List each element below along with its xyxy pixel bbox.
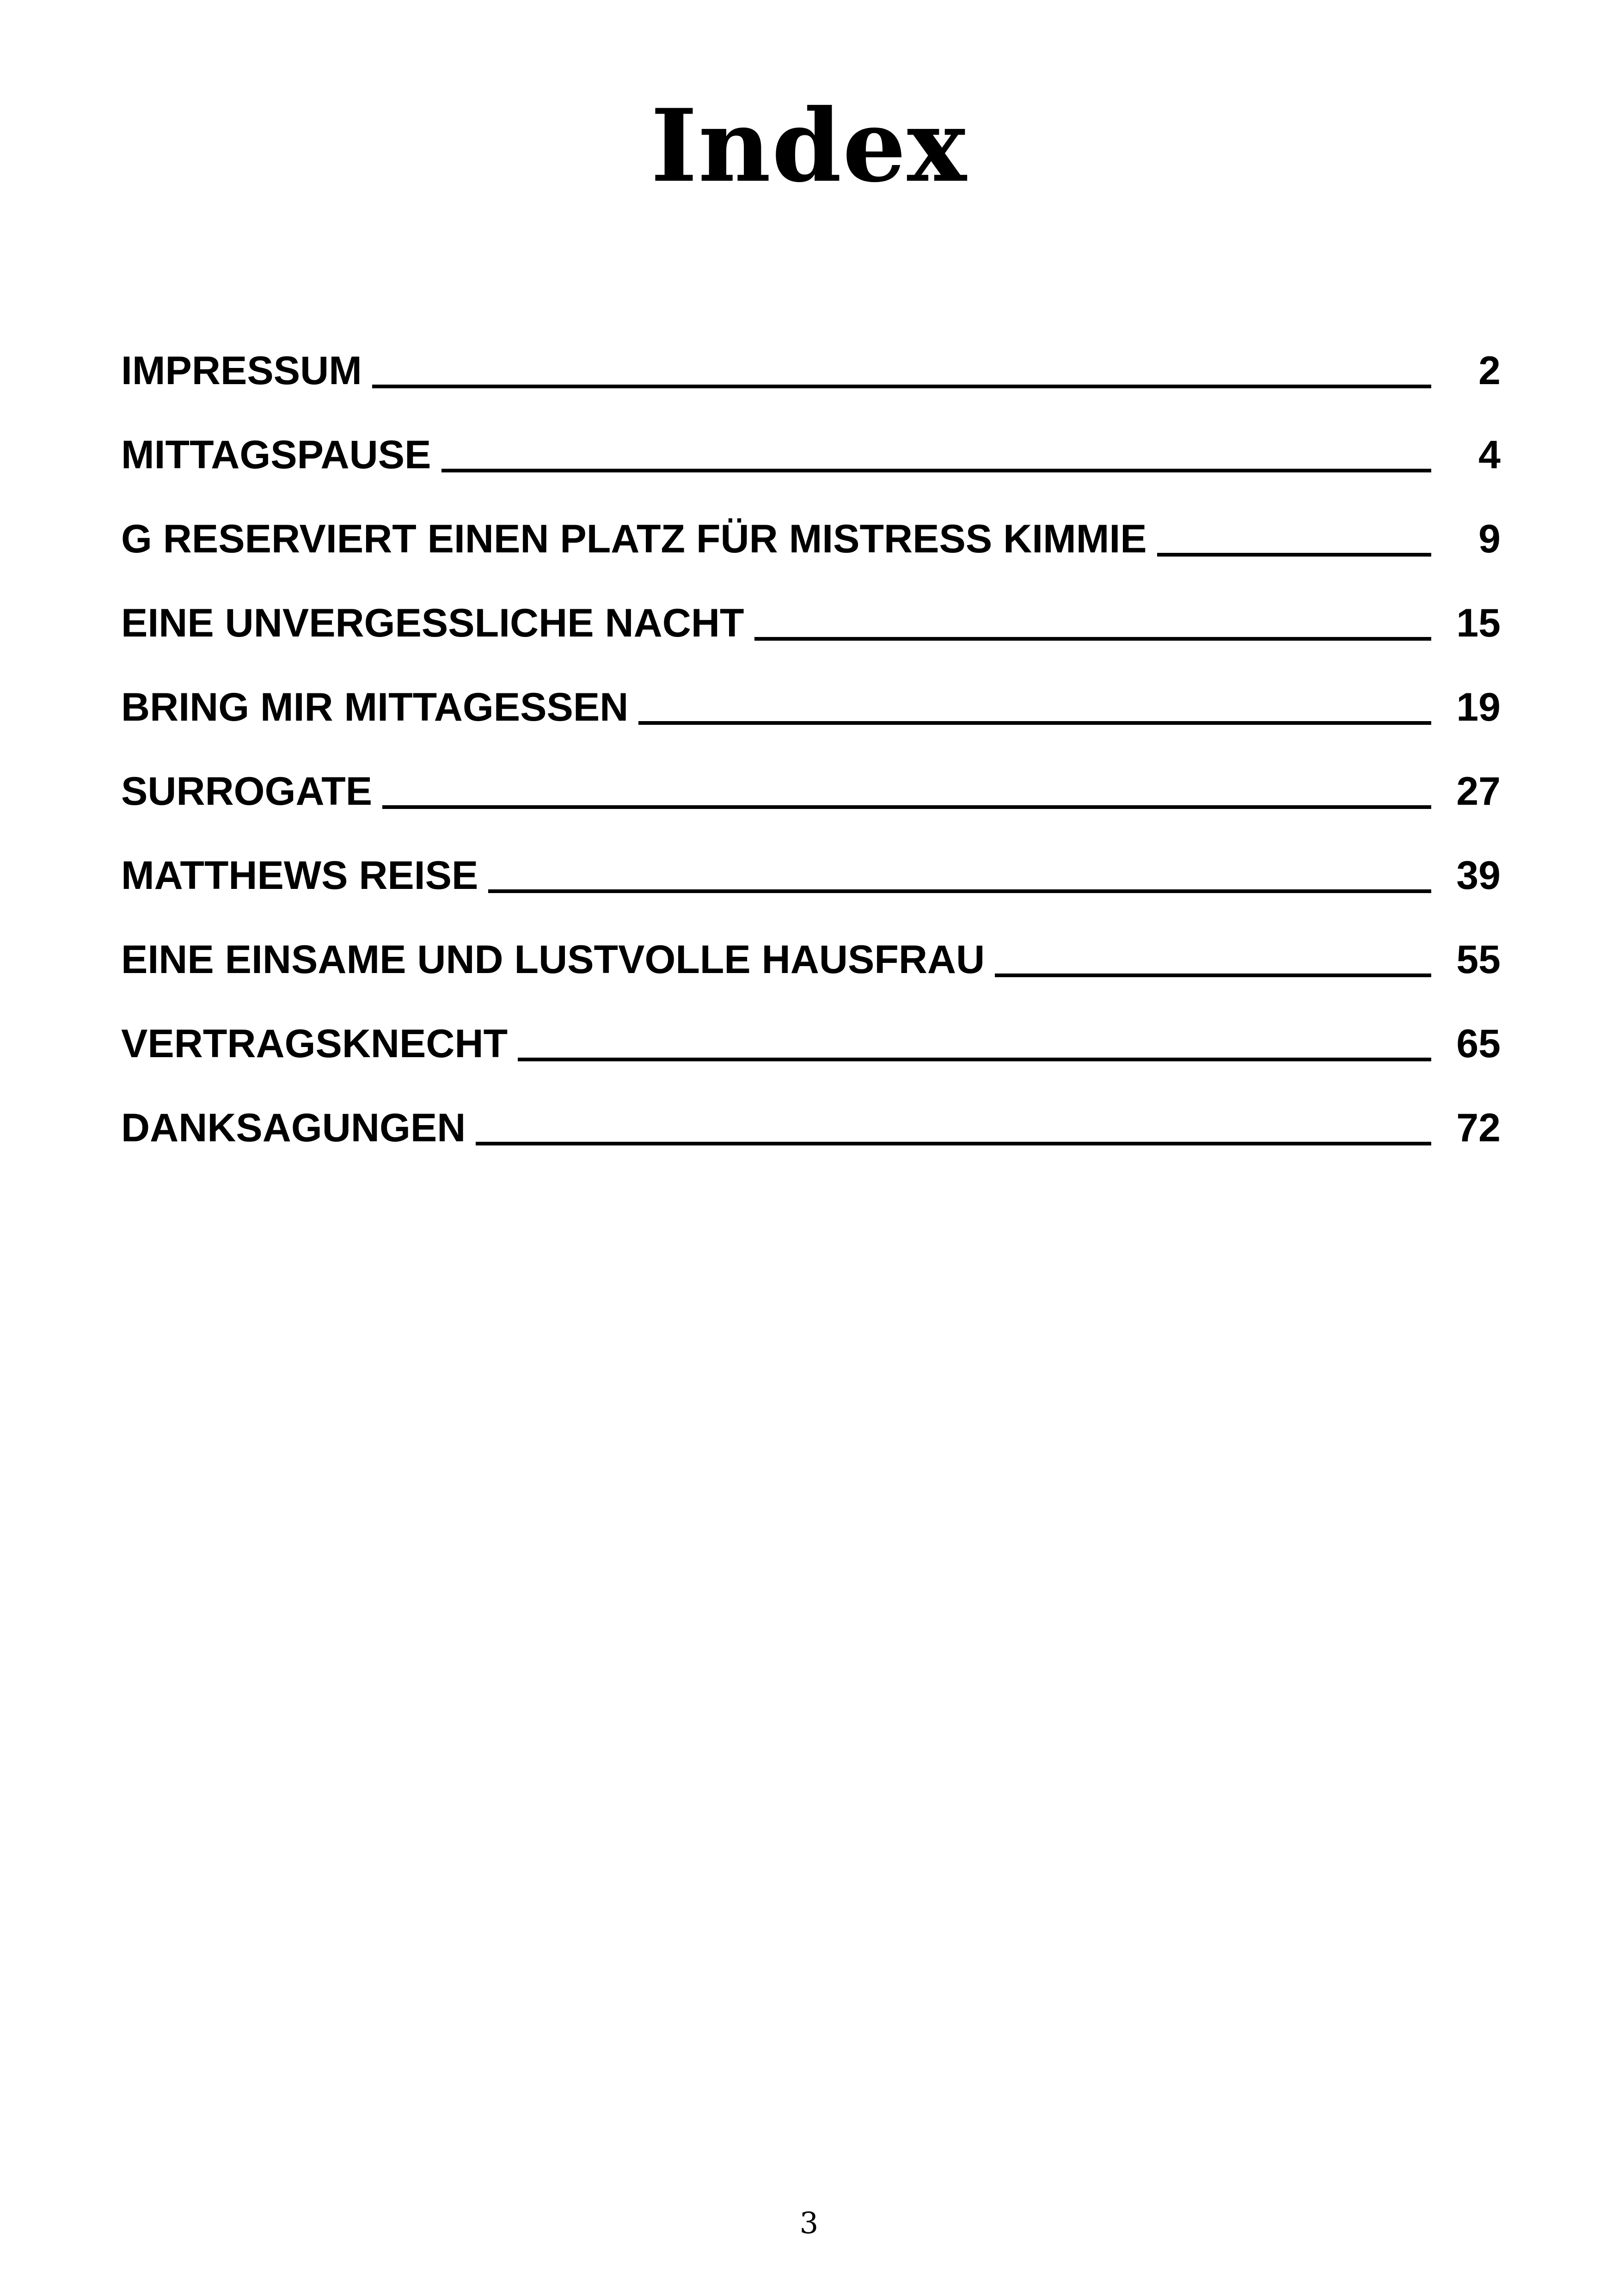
toc-entry-page-number: 15 bbox=[1456, 601, 1501, 645]
toc-entry-page-number: 19 bbox=[1456, 685, 1501, 729]
toc-entry[interactable] bbox=[121, 492, 1501, 576]
toc-entry-title: IMPRESSUM bbox=[121, 349, 362, 393]
toc-entry[interactable] bbox=[121, 576, 1501, 660]
toc-leader-line bbox=[518, 1057, 1431, 1061]
toc-leader-line bbox=[372, 384, 1431, 388]
toc-leader-line bbox=[382, 805, 1431, 809]
toc-entry[interactable] bbox=[121, 1081, 1501, 1165]
toc-entry-page-number: 4 bbox=[1478, 433, 1501, 477]
toc-entry-title: G RESERVIERT EINEN PLATZ FÜR MISTRESS KIMMIE bbox=[121, 517, 1147, 561]
toc-entry[interactable] bbox=[121, 744, 1501, 828]
page-title: Index bbox=[650, 87, 968, 204]
toc-entry-title: VERTRAGSKNECHT bbox=[121, 1022, 508, 1066]
toc-entry[interactable] bbox=[121, 660, 1501, 744]
toc-leader-line bbox=[1157, 552, 1431, 557]
toc-entry[interactable] bbox=[121, 912, 1501, 997]
toc-entry-title: MATTHEWS REISE bbox=[121, 853, 478, 898]
toc-entry-title: EINE UNVERGESSLICHE NACHT bbox=[121, 601, 744, 645]
toc-leader-line bbox=[476, 1141, 1431, 1145]
table-of-contents bbox=[121, 324, 1501, 1165]
toc-entry[interactable] bbox=[121, 408, 1501, 492]
toc-entry-title: EINE EINSAME UND LUSTVOLLE HAUSFRAU bbox=[121, 937, 985, 982]
toc-leader-line bbox=[995, 973, 1431, 977]
toc-leader-line bbox=[638, 721, 1431, 725]
toc-leader-line bbox=[754, 637, 1432, 641]
page-number: 3 bbox=[799, 2206, 819, 2241]
toc-entry[interactable] bbox=[121, 828, 1501, 912]
toc-entry-title: SURROGATE bbox=[121, 769, 373, 814]
toc-entry-page-number: 72 bbox=[1456, 1106, 1501, 1150]
toc-leader-line bbox=[488, 889, 1431, 893]
toc-entry-title: DANKSAGUNGEN bbox=[121, 1106, 466, 1150]
toc-entry-page-number: 65 bbox=[1456, 1022, 1501, 1066]
toc-entry[interactable] bbox=[121, 997, 1501, 1081]
toc-entry-page-number: 27 bbox=[1456, 769, 1501, 814]
toc-entry-page-number: 55 bbox=[1456, 937, 1501, 982]
toc-entry-page-number: 9 bbox=[1478, 517, 1501, 561]
toc-entry-page-number: 39 bbox=[1456, 853, 1501, 898]
toc-entry-page-number: 2 bbox=[1478, 349, 1501, 393]
toc-entry[interactable] bbox=[121, 324, 1501, 408]
toc-leader-line bbox=[441, 468, 1432, 472]
toc-entry-title: BRING MIR MITTAGESSEN bbox=[121, 685, 629, 729]
toc-entry-title: MITTAGSPAUSE bbox=[121, 433, 431, 477]
